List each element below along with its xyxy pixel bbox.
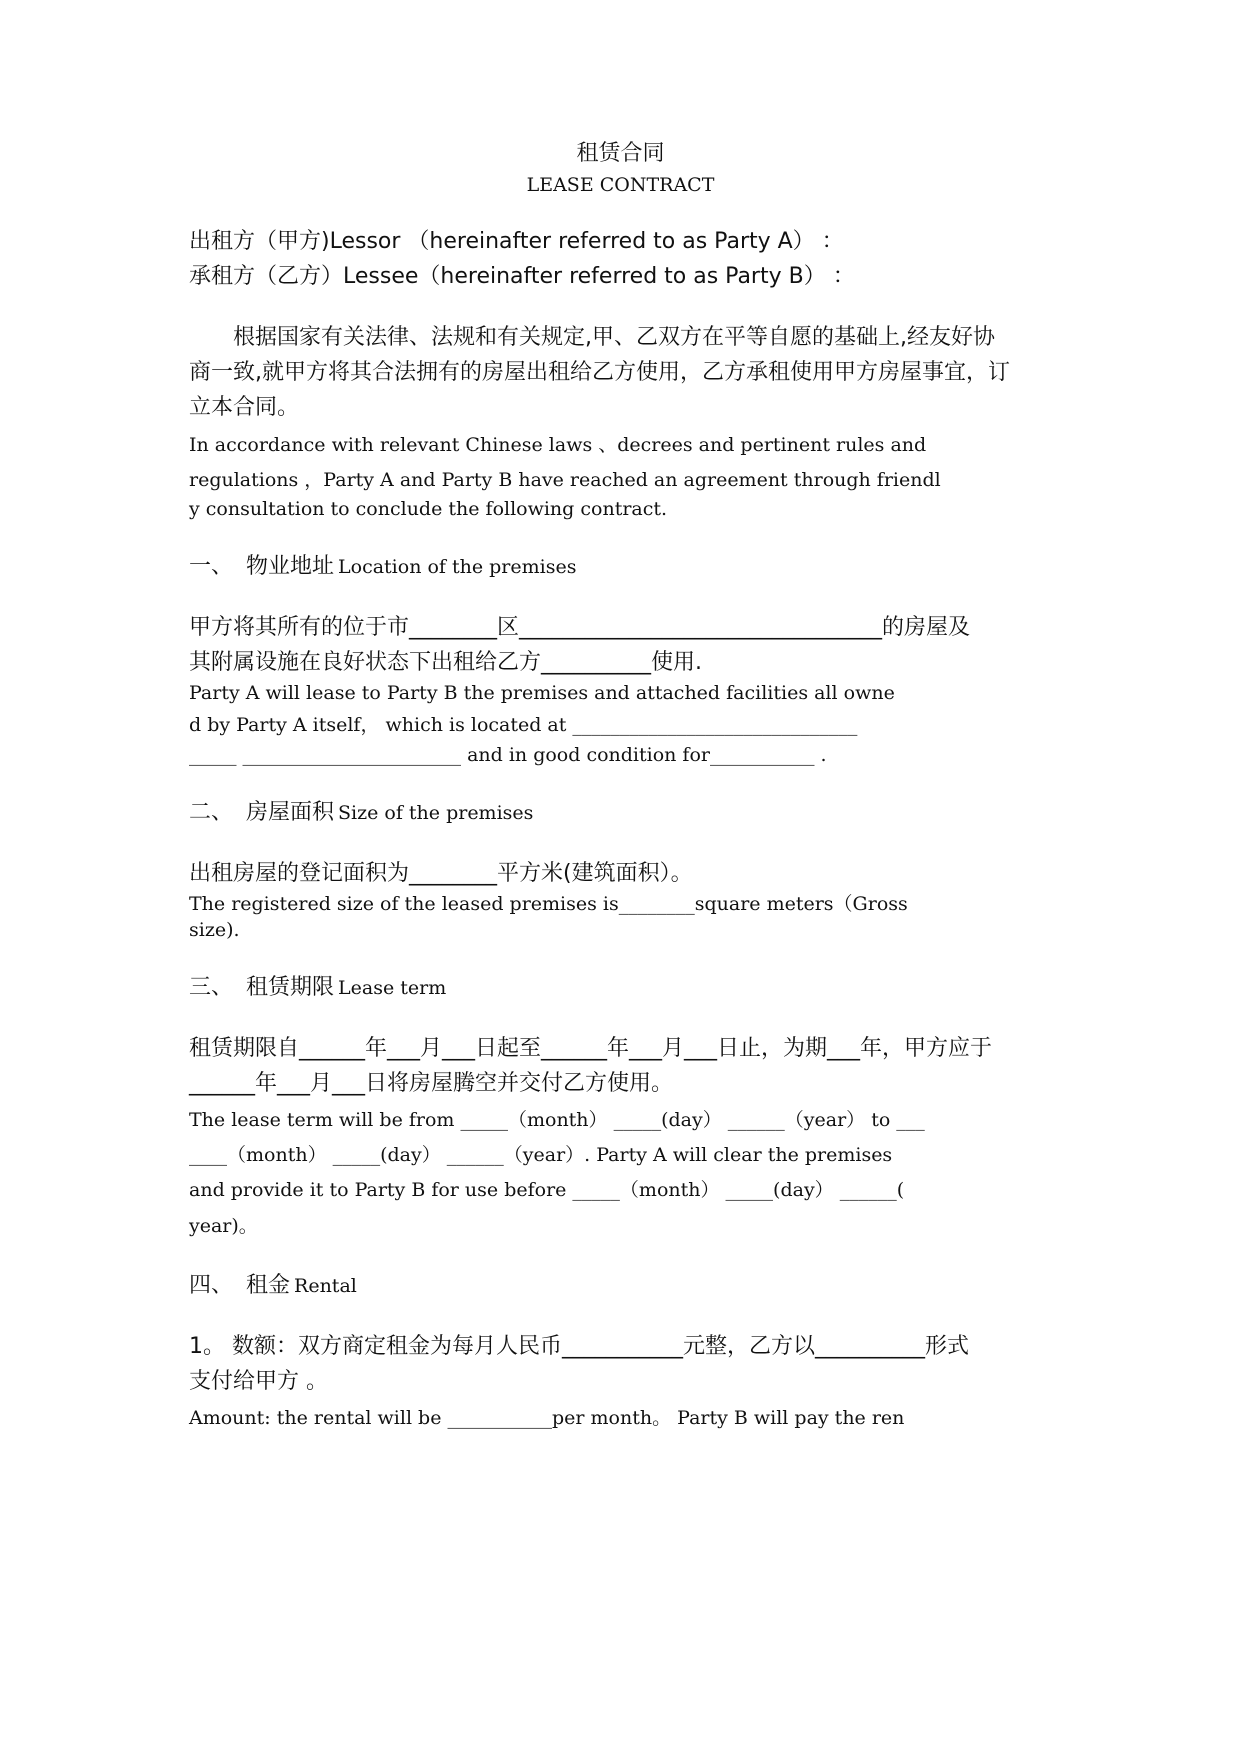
section-cn-line: 1。 数额：双方商定租金为每月人民币___________元整，乙方以__________形式 (189, 1334, 969, 1359)
lessee-line: 承租方（乙方）Lessee（hereinafter referred to as Party B） ： (189, 264, 855, 289)
section-en-line: size). (189, 919, 240, 941)
section-heading-cn: 物业地址 (246, 554, 335, 579)
section-cn-line: 其附属设施在良好状态下出租给乙方__________使用. (189, 650, 702, 675)
section-en-line: d by Party A itself， which is located at ______________________________ (189, 714, 858, 736)
section-heading (246, 977, 446, 999)
preamble-cn-line: 商一致,就甲方将其合法拥有的房屋出租给乙方使用，乙方承租使用甲方房屋事宜，订 (189, 360, 1010, 385)
section-number: 二、 (189, 800, 234, 825)
section-heading-cn: 房屋面积 (246, 800, 335, 825)
section-heading-en: Rental (294, 1275, 357, 1297)
section-heading-cn: 租赁期限 (246, 975, 335, 1000)
section-cn-line: 出租房屋的登记面积为________平方米(建筑面积）。 (189, 861, 693, 886)
preamble-en-line: In accordance with relevant Chinese laws 、decrees and pertinent rules and (189, 434, 927, 456)
section-heading-en: Lease term (338, 977, 447, 999)
section-heading (246, 802, 533, 824)
title-cn: 租赁合同 (576, 141, 665, 166)
section-en-line: and provide it to Party B for use before _____（month） _____(day） ______( (189, 1179, 905, 1201)
title-en: LEASE CONTRACT (526, 174, 715, 196)
lessor-line: 出租方（甲方)Lessor （hereinafter referred to as Party A） ： (189, 229, 844, 254)
section-en-line: ____（month） _____(day） ______（year）. Party A will clear the premises (189, 1144, 893, 1166)
section-cn-line: ______年___月___日将房屋腾空并交付乙方使用。 (189, 1071, 674, 1096)
section-en-line: The lease term will be from _____（month） _____(day） ______（year） to ___ (189, 1109, 925, 1131)
section-en-line: _____ _______________________ and in good condition for___________ . (189, 744, 827, 766)
section-number: 一、 (189, 554, 234, 579)
preamble-en-line: regulations ，Party A and Party B have reached an agreement through friendl (189, 469, 941, 491)
section-cn-line: 甲方将其所有的位于市________区_________________________________的房屋及 (189, 615, 971, 640)
section-en-line: Amount: the rental will be ___________per month。 Party B will pay the ren (189, 1407, 905, 1429)
section-heading-en: Location of the premises (338, 556, 577, 578)
section-number: 三、 (189, 975, 234, 1000)
section-en-line: year)。 (189, 1215, 258, 1237)
section-cn-line: 租赁期限自______年___月___日起至______年___月___日止，为期___年，甲方应于 (189, 1036, 993, 1061)
preamble-cn-line: 根据国家有关法律、法规和有关规定,甲、乙双方在平等自愿的基础上,经友好协 (233, 325, 995, 350)
section-heading-en: Size of the premises (338, 802, 534, 824)
section-cn-line: 支付给甲方 。 (189, 1369, 328, 1394)
section-en-line: Party A will lease to Party B the premises and attached facilities all owne (189, 682, 895, 704)
preamble-cn-line: 立本合同。 (189, 395, 300, 420)
section-number: 四、 (189, 1273, 234, 1298)
section-heading (246, 1275, 357, 1297)
preamble-en-line: y consultation to conclude the following contract. (189, 498, 668, 520)
section-heading (246, 556, 576, 578)
section-en-line: The registered size of the leased premises is________square meters（Gross (189, 893, 908, 915)
section-heading-cn: 租金 (246, 1273, 291, 1298)
